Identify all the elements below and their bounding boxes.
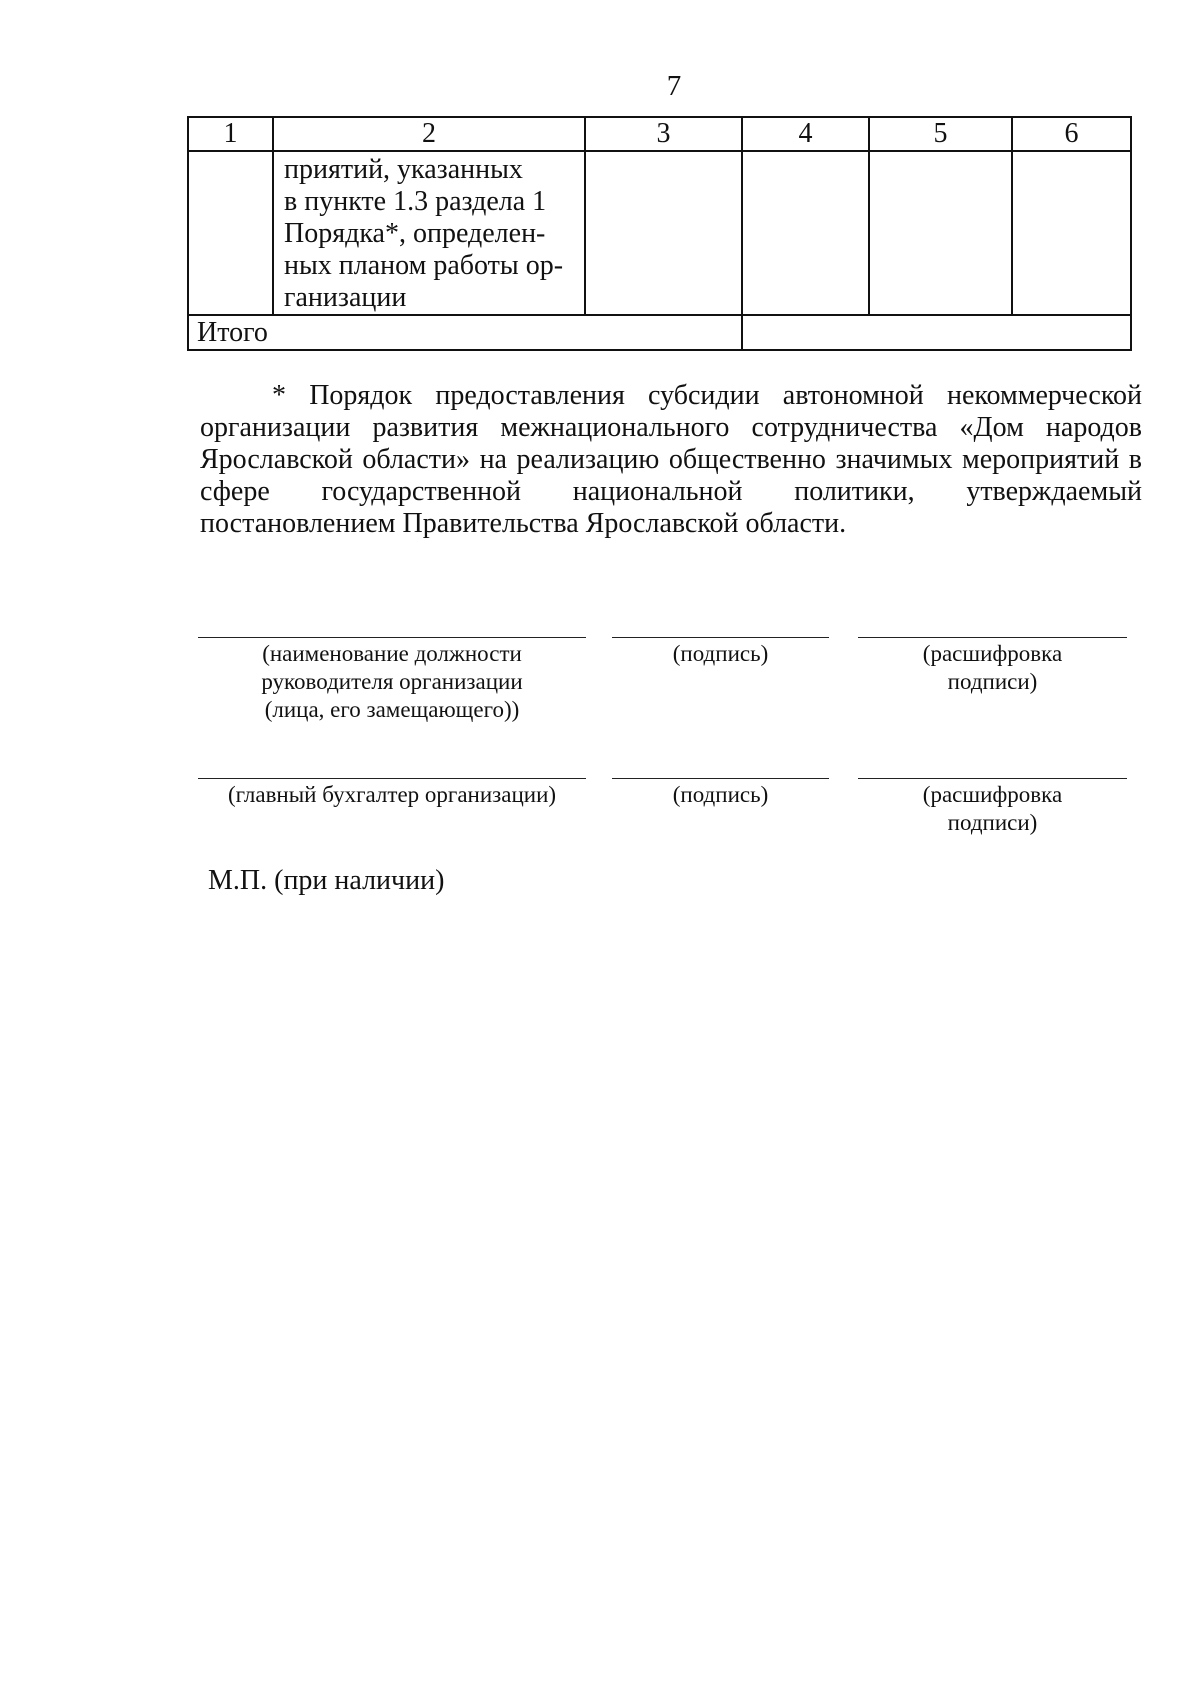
column-number: 1 <box>188 117 273 151</box>
caption-line: (расшифровка <box>922 641 1063 666</box>
total-row <box>188 315 1131 350</box>
position-caption <box>198 640 586 724</box>
signature-caption: (подпись) <box>672 641 769 666</box>
footnote: * Порядок предоставления субсидии автономной некоммерческой организации развития межнационального сотрудничества «Дом народов Ярославской области» на реализацию общественно значимых мероприятий в сфере государственной национальной политики, утверждаемый постановлением Правительства Ярославской области. <box>200 380 1142 539</box>
text-line: ганизации <box>284 282 407 313</box>
column-number: 3 <box>585 117 742 151</box>
caption-line: (главный бухгалтер организации) <box>227 782 557 807</box>
caption-line: подписи) <box>947 810 1038 835</box>
report-table <box>187 116 1132 351</box>
table-row <box>188 151 1131 315</box>
signature-caption: (подпись) <box>672 782 769 807</box>
text-line: приятий, указанных <box>284 154 523 185</box>
column-number: 5 <box>869 117 1012 151</box>
caption-line: подписи) <box>947 669 1038 694</box>
decoding-line <box>858 778 1127 779</box>
column-number-row <box>188 117 1131 151</box>
caption-line: (лица, его замещающего)) <box>264 697 520 722</box>
table-cell <box>188 151 273 315</box>
decoding-caption <box>858 781 1127 837</box>
activity-description <box>274 152 584 314</box>
table-cell <box>869 151 1012 315</box>
caption-line: (наименование должности <box>262 641 522 666</box>
column-number: 2 <box>273 117 585 151</box>
column-number: 6 <box>1012 117 1131 151</box>
table-cell <box>273 151 585 315</box>
table-cell <box>585 151 742 315</box>
total-value-cell <box>742 315 1131 350</box>
caption-line: руководителя организации <box>261 669 523 694</box>
text-line: ных планом работы ор- <box>284 250 564 281</box>
accountant-caption <box>198 781 586 809</box>
signature-line <box>612 778 829 779</box>
stamp-note: М.П. (при наличии) <box>208 865 445 896</box>
table-cell <box>742 151 869 315</box>
decoding-caption <box>858 640 1127 696</box>
signature-line <box>612 637 829 638</box>
accountant-line <box>198 778 586 779</box>
page-number: 7 <box>666 70 682 102</box>
text-line: Порядка*, определен- <box>284 218 546 249</box>
text-line: в пункте 1.3 раздела 1 <box>284 186 547 217</box>
caption-line: (расшифровка <box>922 782 1063 807</box>
total-label-cell <box>188 315 742 350</box>
table-cell <box>1012 151 1131 315</box>
position-line <box>198 637 586 638</box>
total-label: Итого <box>197 317 268 348</box>
decoding-line <box>858 637 1127 638</box>
column-number: 4 <box>742 117 869 151</box>
